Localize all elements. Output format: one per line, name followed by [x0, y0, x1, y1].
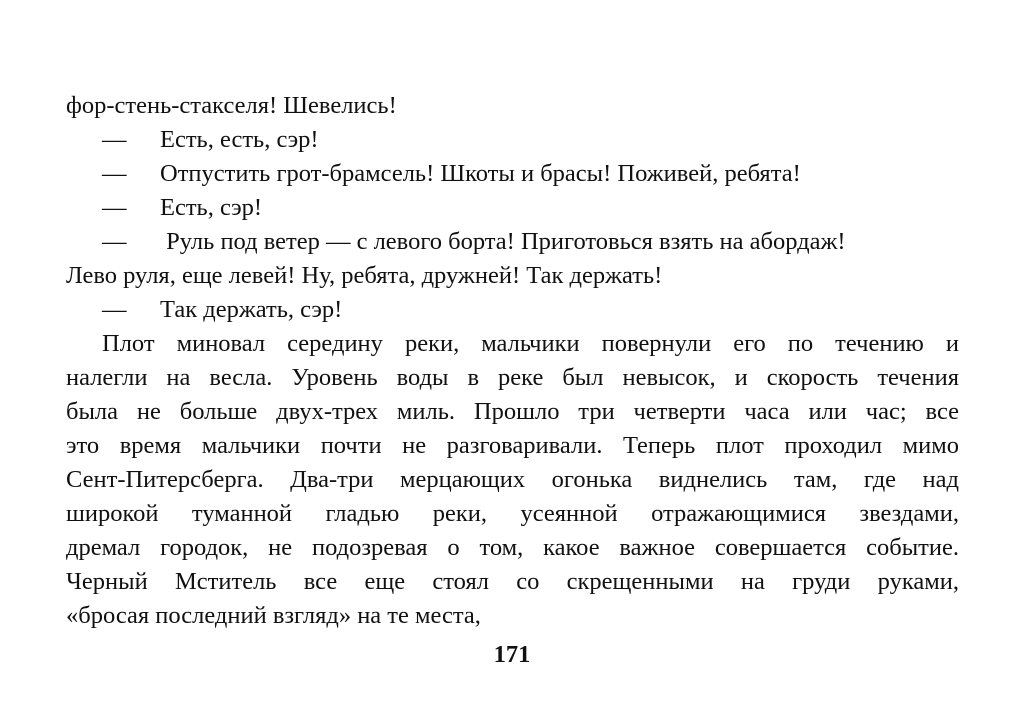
text-line: фор-стень-стакселя! Шевелись! — [66, 92, 397, 119]
page-text — [66, 89, 959, 633]
dialogue-line — [66, 123, 959, 157]
dialogue-dash: — — [102, 194, 127, 221]
page-number: 171 — [493, 641, 531, 668]
dialogue-dash: — — [102, 126, 127, 153]
text-line: Сент-Питерсберга. Два-три мерцающих огонька виднелись там, где над — [66, 466, 959, 493]
text-line: широкой туманной гладью реки, усеянной отражающимися звездами, — [66, 500, 959, 527]
dialogue-line — [66, 225, 959, 259]
dialogue-text: Так держать, сэр! — [160, 296, 343, 323]
text-line: это время мальчики почти не разговаривали. Теперь плот проходил мимо — [66, 432, 959, 459]
dialogue-text: Руль под ветер — с левого борта! Приготовься взять на абордаж! — [160, 228, 846, 255]
dialogue-text: Есть, сэр! — [160, 194, 263, 221]
dialogue-text: Есть, есть, сэр! — [160, 126, 319, 153]
text-line: налегли на весла. Уровень воды в реке был невысок, и скорость течения — [66, 364, 959, 391]
text-line: Лево руля, еще левей! Ну, ребята, дружней! Так держать! — [66, 262, 663, 289]
dialogue-line — [66, 157, 959, 191]
text-line: Черный Мститель все еще стоял со скрещенными на груди руками, — [66, 568, 959, 595]
dialogue-dash: — — [102, 160, 127, 187]
text-line: дремал городок, не подозревая о том, какое важное совершается событие. — [66, 534, 959, 561]
text-line: была не больше двух-трех миль. Прошло три четверти часа или час; все — [66, 398, 959, 425]
dialogue-line — [66, 293, 959, 327]
dialogue-dash: — — [102, 228, 127, 255]
paragraph-first-line: Плот миновал середину реки, мальчики повернули его по течению и — [102, 330, 959, 357]
dialogue-dash: — — [102, 296, 127, 323]
text-line: «бросая последний взгляд» на те места, — [66, 602, 481, 629]
dialogue-line — [66, 191, 959, 225]
dialogue-text: Отпустить грот-брамсель! Шкоты и брасы! Поживей, ребята! — [160, 160, 801, 187]
